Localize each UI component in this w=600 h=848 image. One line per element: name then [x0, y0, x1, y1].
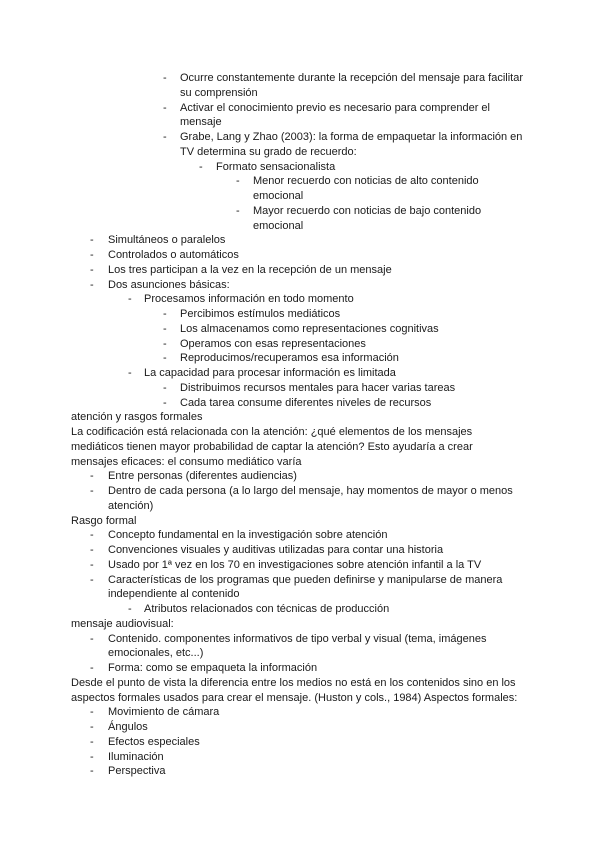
list-bullet: -: [90, 529, 94, 542]
paragraph-line: atención y rasgos formales: [71, 411, 203, 424]
list-item-text: Percibimos estímulos mediáticos: [180, 308, 341, 320]
list-item-text: Grabe, Lang y Zhao (2003): la forma de empaquetar la información en: [180, 131, 523, 143]
list-item-text: Procesamos información en todo momento: [144, 293, 354, 306]
list-item-text: Mayor recuerdo con noticias de bajo contenido: [253, 204, 482, 217]
list-bullet: -: [163, 381, 167, 394]
paragraph-line: emocionales, etc...): [108, 647, 204, 660]
paragraph-line: independiente al contenido: [108, 588, 240, 601]
paragraph-line: mediáticos tienen mayor probabilidad de captar la atención? Esto ayudaría a crear: [71, 440, 473, 453]
list-bullet: -: [90, 735, 94, 748]
list-item-text: Perspectiva: [108, 765, 166, 778]
list-bullet: -: [236, 175, 240, 188]
list-bullet: -: [236, 204, 240, 217]
list-bullet: -: [90, 721, 94, 733]
list-bullet: -: [163, 72, 167, 84]
list-item-text: Cada tarea consume diferentes niveles de recursos: [180, 396, 432, 409]
paragraph-line: mensaje audiovisual:: [71, 617, 174, 630]
list-bullet: -: [163, 131, 167, 143]
paragraph-line: emocional: [253, 219, 304, 232]
list-bullet: -: [90, 558, 94, 571]
paragraph-line: su comprensión: [180, 86, 258, 99]
list-item-text: Los almacenamos como representaciones cognitivas: [180, 322, 439, 335]
list-bullet: -: [163, 322, 167, 335]
paragraph-line: emocional: [253, 190, 304, 202]
paragraph-line: Desde el punto de vista la diferencia entre los medios no está en los contenidos sino en los: [71, 676, 516, 689]
list-bullet: -: [90, 263, 94, 276]
list-bullet: -: [90, 706, 94, 719]
list-item-text: Operamos con esas representaciones: [180, 337, 366, 350]
list-bullet: -: [199, 160, 203, 173]
list-item-text: Atributos relacionados con técnicas de producción: [144, 603, 390, 615]
list-item-text: Simultáneos o paralelos: [108, 234, 226, 247]
list-item-text: Convenciones visuales y auditivas utilizadas para contar una historia: [108, 544, 444, 556]
list-item-text: Dentro de cada persona (a lo largo del mensaje, hay momentos de mayor o menos: [108, 485, 513, 497]
list-bullet: -: [128, 603, 132, 615]
list-bullet: -: [90, 765, 94, 778]
paragraph-line: mensajes eficaces: el consumo mediático varía: [71, 455, 302, 468]
list-item-text: Efectos especiales: [108, 735, 200, 748]
list-item-text: Características de los programas que pueden definirse y manipularse de manera: [108, 573, 503, 586]
list-bullet: -: [90, 278, 94, 291]
list-bullet: -: [90, 234, 94, 247]
list-bullet: -: [128, 367, 132, 379]
list-item-text: La capacidad para procesar información es limitada: [144, 367, 396, 379]
list-item-text: Ocurre constantemente durante la recepción del mensaje para facilitar: [180, 72, 524, 84]
list-bullet: -: [90, 662, 94, 674]
paragraph-line: La codificación está relacionada con la atención: ¿qué elementos de los mensajes: [71, 426, 473, 438]
list-item-text: Contenido. componentes informativos de tipo verbal y visual (tema, imágenes: [108, 632, 487, 645]
list-bullet: -: [90, 573, 94, 586]
list-item-text: Controlados o automáticos: [108, 249, 239, 261]
list-bullet: -: [90, 750, 94, 763]
paragraph-line: atención): [108, 499, 154, 512]
list-bullet: -: [90, 470, 94, 483]
list-item-text: Iluminación: [108, 750, 164, 763]
paragraph-line: mensaje: [180, 116, 222, 129]
list-item-text: Entre personas (diferentes audiencias): [108, 470, 297, 483]
list-item-text: Los tres participan a la vez en la recepción de un mensaje: [108, 263, 392, 276]
list-item-text: Ángulos: [108, 721, 148, 733]
list-bullet: -: [90, 632, 94, 645]
list-item-text: Dos asunciones básicas:: [108, 278, 230, 291]
list-bullet: -: [90, 485, 94, 497]
paragraph-line: Rasgo formal: [71, 514, 137, 527]
list-item-text: Concepto fundamental en la investigación sobre atención: [108, 529, 388, 542]
paragraph-line: aspectos formales usados para crear el mensaje. (Huston y cols., 1984) Aspectos formales:: [71, 691, 518, 704]
list-item-text: Activar el conocimiento previo es necesario para comprender el: [180, 101, 490, 114]
list-bullet: -: [128, 293, 132, 306]
list-bullet: -: [163, 337, 167, 350]
list-item-text: Formato sensacionalista: [216, 160, 336, 173]
list-item-text: Menor recuerdo con noticias de alto contenido: [253, 175, 479, 188]
list-bullet: -: [90, 249, 94, 261]
list-bullet: -: [163, 396, 167, 409]
list-item-text: Movimiento de cámara: [108, 706, 220, 719]
list-item-text: Forma: como se empaqueta la información: [108, 662, 318, 674]
list-bullet: -: [163, 352, 167, 365]
list-bullet: -: [163, 101, 167, 114]
list-bullet: -: [90, 544, 94, 556]
list-item-text: Distribuimos recursos mentales para hacer varias tareas: [180, 381, 456, 394]
paragraph-line: TV determina su grado de recuerdo:: [180, 145, 357, 158]
list-item-text: Usado por 1ª vez en los 70 en investigaciones sobre atención infantil a la TV: [108, 558, 482, 571]
list-bullet: -: [163, 308, 167, 320]
list-item-text: Reproducimos/recuperamos esa información: [180, 352, 399, 365]
